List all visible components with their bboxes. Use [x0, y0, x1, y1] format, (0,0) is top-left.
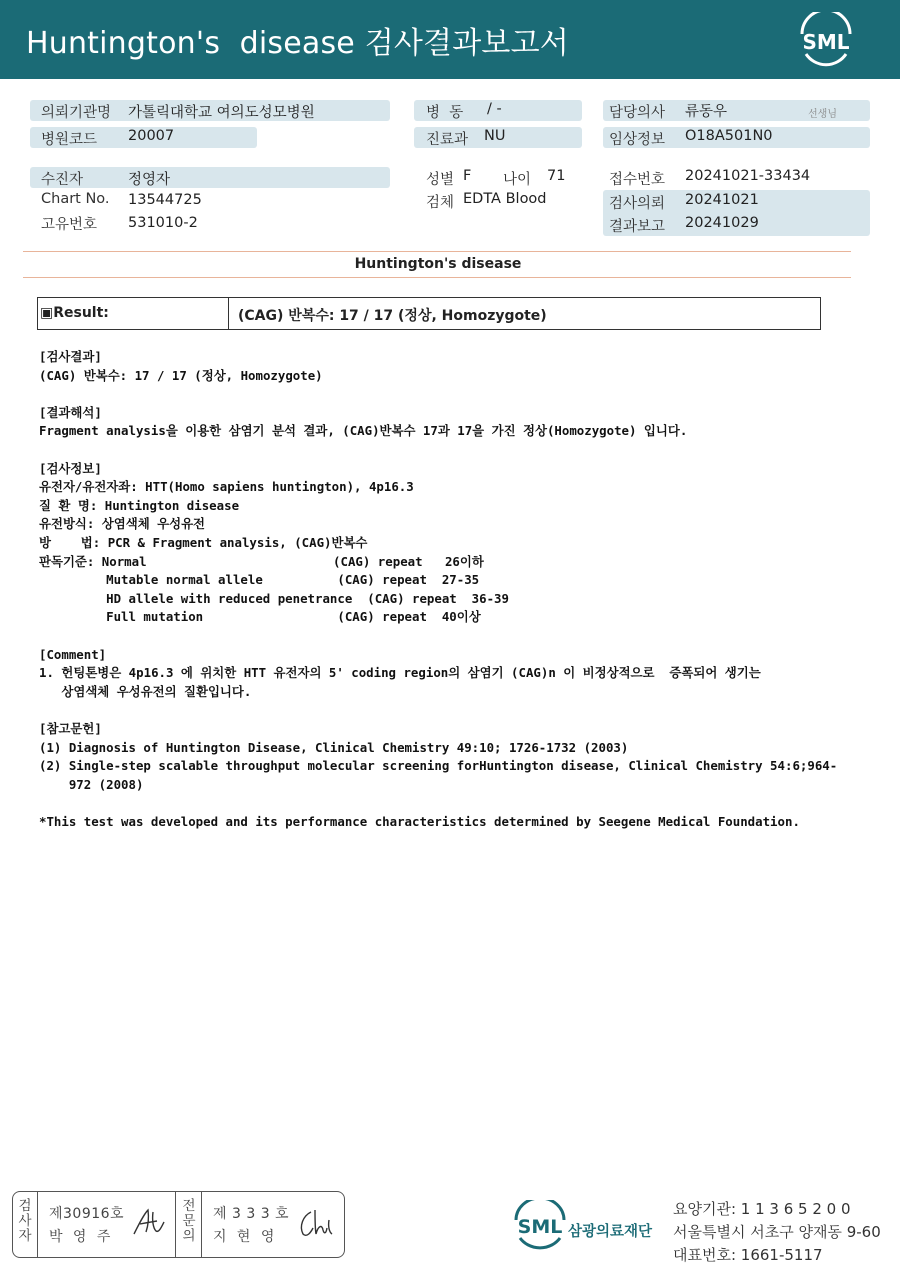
age-label: 나이: [503, 172, 532, 188]
body-line: [참고문헌]: [39, 721, 102, 736]
receipt-value: 20241021-33434: [685, 168, 811, 184]
result-value: (CAG) 반복수: 17 / 17 (정상, Homozygote): [238, 308, 547, 324]
request-label: 검사의뢰: [609, 196, 666, 212]
examiner-signature-icon: [131, 1206, 167, 1240]
hospital-code-label: 병원코드: [41, 132, 98, 148]
body-line: 방 법: PCR & Fragment analysis, (CAG)반복수: [39, 535, 368, 550]
clinical-value: O18A501N0: [685, 128, 773, 144]
examiner-char-2: 사: [18, 1213, 32, 1229]
result-label: ▣Result:: [40, 305, 109, 321]
body-line: (2) Single-step scalable throughput molecular screening forHuntington disease, Clinical Chemistry 54:6;964-: [39, 758, 838, 774]
footer-care-no: 요양기관: 1 1 3 6 5 2 0 0: [673, 1200, 851, 1218]
id-label: 고유번호: [41, 217, 98, 233]
result-box: [37, 297, 821, 330]
dept-label: 진료과: [426, 132, 469, 148]
specialist-char-3: 의: [182, 1228, 196, 1244]
body-line: (CAG) 반복수: 17 / 17 (정상, Homozygote): [39, 367, 323, 383]
specialist-signature-icon: [295, 1206, 335, 1242]
body-line: 질 환 명: Huntington disease: [39, 497, 240, 513]
body-line: [결과해석]: [39, 404, 102, 420]
sex-value: F: [463, 168, 472, 184]
result-divider: [228, 298, 229, 329]
body-line: 유전방식: 상염색체 우성유전: [39, 516, 206, 532]
body-line: (1) Diagnosis of Huntington Disease, Clinical Chemistry 49:10; 1726-1732 (2003): [39, 739, 629, 755]
examiner-vertical-label: [17, 1199, 33, 1244]
doctor-label: 담당의사: [609, 105, 666, 121]
sex-label: 성별: [426, 172, 455, 188]
sml-footer-logo-icon: [510, 1200, 570, 1250]
body-line: [검사정보]: [39, 460, 102, 476]
body-line: 유전자/유전자좌: HTT(Homo sapiens huntington), 4p16.3: [39, 479, 414, 495]
stamp-divider-2: [175, 1192, 176, 1257]
chart-value: 13544725: [128, 192, 202, 208]
body-line: HD allele with reduced penetrance (CAG) repeat 36-39: [39, 590, 509, 606]
examiner-name: 박 영 주: [49, 1229, 111, 1245]
stamp-divider-1: [37, 1192, 38, 1257]
body-line: 판독기준: Normal (CAG) repeat 26이하: [39, 553, 484, 569]
doctor-value: 류동우: [685, 104, 728, 120]
body-line: [검사결과]: [39, 349, 102, 364]
examiner-char-1: 검: [18, 1198, 32, 1214]
specialist-char-2: 문: [182, 1213, 196, 1229]
report-date-value: 20241029: [685, 215, 759, 231]
ward-label: 병 동: [426, 105, 464, 121]
age-value: 71: [547, 168, 566, 184]
specialist-license-no: 제 3 3 3 호: [213, 1206, 290, 1222]
examiner-char-3: 자: [18, 1228, 32, 1244]
footer-logo-text: SML: [517, 1216, 563, 1238]
footer-phone: 대표번호: 1661-5117: [673, 1246, 823, 1264]
examiner-license-no: 제30916호: [49, 1206, 125, 1222]
request-value: 20241021: [685, 192, 759, 208]
stamp-divider-3: [201, 1192, 202, 1257]
sml-logo-icon: [796, 12, 856, 68]
specialist-char-1: 전: [182, 1198, 196, 1214]
report-date-label: 결과보고: [609, 219, 666, 235]
footer-address: 서울특별시 서초구 양재동 9-60: [673, 1223, 881, 1241]
chart-label: Chart No.: [41, 191, 110, 207]
report-header-title: Huntington's disease 검사결과보고서: [26, 26, 569, 61]
body-line: [Comment]: [39, 646, 107, 662]
dept-value: NU: [484, 128, 506, 144]
patient-bar: [30, 167, 390, 188]
body-line: 상염색체 우성유전의 질환입니다.: [39, 683, 252, 699]
ward-value: / -: [487, 101, 502, 117]
title-rule-bottom: [23, 277, 851, 278]
institution-label: 의뢰기관명: [41, 105, 112, 121]
specialist-vertical-label: [181, 1199, 197, 1244]
title-rule-top: [23, 251, 851, 252]
body-line: Fragment analysis을 이용한 삼염기 분석 결과, (CAG)반복수 17과 17을 가진 정상(Homozygote) 입니다.: [39, 423, 688, 439]
report-header: [0, 0, 900, 79]
specialist-name: 지 현 영: [213, 1229, 275, 1245]
id-value: 531010-2: [128, 215, 198, 231]
doctor-suffix: 선생님: [808, 109, 837, 120]
header-logo-text: SML: [802, 30, 850, 54]
institution-value: 가톨릭대학교 여의도성모병원: [128, 105, 315, 121]
body-line: Full mutation (CAG) repeat 40이상: [39, 609, 481, 625]
body-line: 972 (2008): [39, 776, 144, 792]
specimen-value: EDTA Blood: [463, 191, 547, 207]
footer-org-name: 삼광의료재단: [568, 1224, 653, 1240]
body-line: Mutable normal allele (CAG) repeat 27-35: [39, 572, 480, 588]
report-title: Huntington's disease: [354, 256, 522, 272]
clinical-label: 임상정보: [609, 132, 666, 148]
body-line: 1. 헌팅톤병은 4p16.3 에 위치한 HTT 유전자의 5' coding region의 삼염기 (CAG)n 이 비정상적으로 증폭되어 생기는: [39, 665, 761, 681]
signature-stamp: [12, 1191, 345, 1258]
body-line: *This test was developed and its performance characteristics determined by Seegene Medical Foundation.: [39, 814, 800, 829]
patient-value: 정영자: [128, 172, 171, 188]
specimen-label: 검체: [426, 195, 455, 211]
hospital-code-value: 20007: [128, 128, 175, 144]
receipt-label: 접수번호: [609, 172, 666, 188]
patient-label: 수진자: [41, 172, 84, 188]
